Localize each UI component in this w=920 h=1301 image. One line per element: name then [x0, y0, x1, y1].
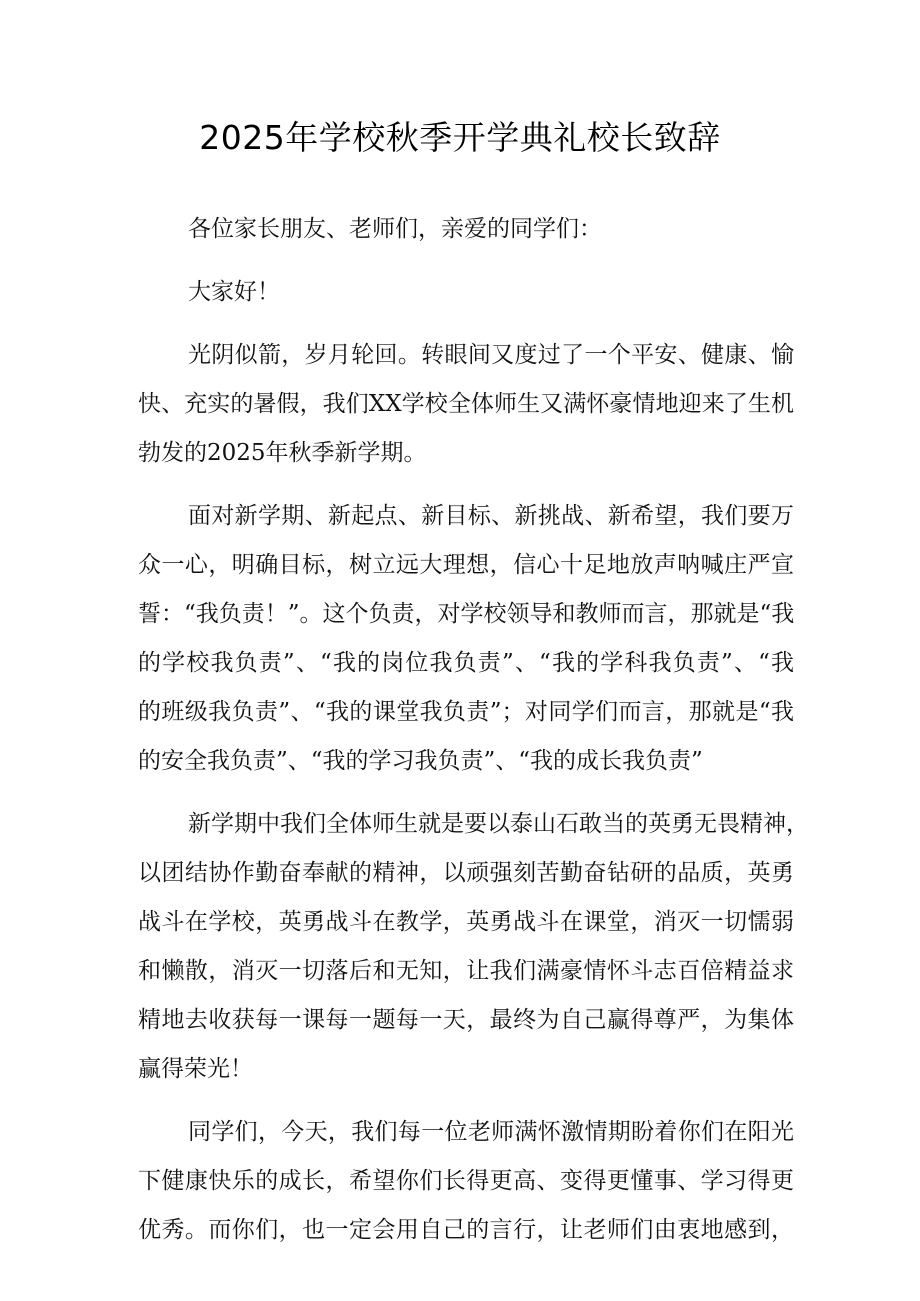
- text-line: 赢得荣光！: [138, 1056, 253, 1082]
- page-title: 2025年学校秋季开学典礼校长致辞: [199, 118, 721, 157]
- text-line: 精地去收获每一课每一题每一天，最终为自己赢得尊严，为集体: [138, 1007, 794, 1033]
- paragraph: [138, 800, 809, 1094]
- text-line: 誓：“我负责！”。这个负责，对学校领导和教师而言，那就是“我: [138, 601, 795, 627]
- document-body: [138, 205, 809, 1255]
- text-line: 面对新学期、新起点、新目标、新挑战、新希望，我们要万: [188, 503, 794, 529]
- text-line: 和懒散，消灭一切落后和无知，让我们满豪情怀斗志百倍精益求: [138, 958, 794, 984]
- text-line: 光阴似箭，岁月轮回。转眼间又度过了一个平安、健康、愉: [188, 342, 794, 368]
- paragraph: [138, 1108, 794, 1255]
- text-line: 各位家长朋友、老师们，亲爱的同学们：: [188, 216, 602, 242]
- text-line: 下健康快乐的成长，希望你们长得更高、变得更懂事、学习得更: [138, 1168, 794, 1194]
- paragraph-greeting: [138, 268, 794, 317]
- text-line: 新学期中我们全体师生就是要以泰山石敢当的英勇无畏精神，: [188, 811, 809, 837]
- text-line: 的班级我负责”、“我的课堂我负责”；对同学们而言，那就是“我: [138, 699, 794, 725]
- text-line: 战斗在学校，英勇战斗在教学，英勇战斗在课堂，消灭一切懦弱: [138, 909, 794, 935]
- text-line: 优秀。而你们，也一定会用自己的言行，让老师们由衷地感到，: [138, 1217, 794, 1243]
- text-line: 的学校我负责”、“我的岗位我负责”、“我的学科我负责”、“我: [138, 650, 794, 676]
- text-line: 同学们，今天，我们每一位老师满怀激情期盼着你们在阳光: [188, 1119, 794, 1145]
- text-line: 大家好！: [188, 279, 280, 305]
- text-line: 众一心，明确目标，树立远大理想，信心十足地放声呐喊庄严宣: [138, 552, 794, 578]
- text-line: 快、充实的暑假，我们XX学校全体师生又满怀豪情地迎来了生机: [138, 391, 794, 417]
- paragraph-salutation: [138, 205, 794, 254]
- paragraph: [138, 492, 794, 786]
- text-line: 勃发的2025年秋季新学期。: [138, 440, 427, 466]
- text-line: 的安全我负责”、“我的学习我负责”、“我的成长我负责”: [138, 748, 703, 774]
- paragraph: [138, 331, 794, 478]
- text-line: 以团结协作勤奋奉献的精神，以顽强刻苦勤奋钻研的品质，英勇: [138, 860, 794, 886]
